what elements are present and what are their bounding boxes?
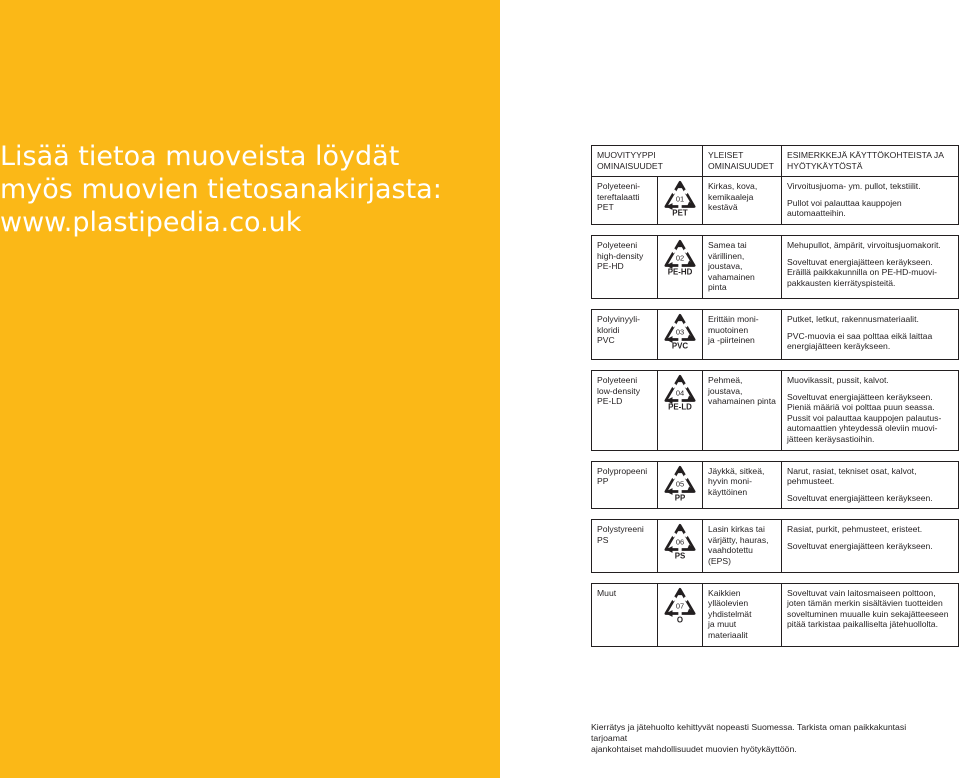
row-spacer: [592, 298, 959, 309]
usage-paragraph: Muovikassit, pussit, kalvot.: [787, 374, 889, 385]
footer-note: Kierrätys ja jätehuolto kehittyvät nopeasti Suomessa. Tarkista oman paikkakuntasi tarjoamat ajankohtaiset mahdollisuudet muovien hyötykäyttöön.: [591, 722, 907, 754]
recycling-code-cell: [658, 309, 703, 359]
general-properties-cell: Jäykkä, sitkeä, hyvin moni- käyttöinen: [703, 461, 782, 509]
recycling-code-cell: [658, 520, 703, 572]
header-plastic-type: MUOVITYYPPI OMINAISUUDET: [592, 146, 703, 177]
usage-paragraph: Soveltuvat energiajätteen keräykseen.: [787, 540, 933, 551]
recycling-code-cell: [658, 461, 703, 509]
row-spacer: [592, 509, 959, 520]
table-row: [592, 309, 959, 359]
recycle-number: 02: [675, 253, 685, 263]
recycle-07-o-icon: [660, 586, 700, 626]
table-header-row: [592, 146, 959, 177]
usage-examples-cell: [782, 520, 959, 572]
usage-paragraph: Mehupullot, ämpärit, virvoitusjuomakorit.: [787, 239, 941, 250]
table-row: [592, 177, 959, 225]
recycle-number: 01: [675, 194, 685, 204]
recycle-number: 05: [675, 479, 685, 488]
table-row: [592, 461, 959, 509]
usage-paragraph: PVC-muovia ei saa polttaa eikä laittaa energiajätteen keräykseen.: [787, 330, 933, 352]
resin-code: PVC: [671, 341, 689, 351]
promo-line-2: myös muovien tietosanakirjasta:: [0, 174, 442, 205]
plastipedia-url[interactable]: www.plastipedia.co.uk: [0, 207, 302, 238]
usage-paragraph: Soveltuvat vain laitosmaiseen polttoon, joten tämän merkin sisältävien tuotteiden soveltuminen muualle kuin sekajätteeseen pitää tarkistaa paikalliselta jätehuollolta.: [787, 587, 949, 630]
general-properties-cell: Pehmeä, joustava, vahamainen pinta: [703, 370, 782, 450]
header-general-properties: YLEISET OMINAISUUDET: [703, 146, 782, 177]
usage-paragraph: Soveltuvat energiajätteen keräykseen. Pieniä määriä voi polttaa puun seassa. Pussit voi palauttaa kauppojen palautus- automaattien yhteydessä oleviin muovi- jätteen keräysastioihin.: [787, 391, 942, 444]
promo-line-1: Lisää tietoa muoveista löydät: [0, 141, 400, 172]
table-row: [592, 520, 959, 572]
general-properties-cell: Kaikkien ylläolevien yhdistelmät ja muut materiaalit: [703, 583, 782, 646]
usage-examples-cell: [782, 177, 959, 225]
recycle-number: 07: [675, 601, 685, 611]
plastic-type-cell: Polyeteeni high-density PE-HD: [592, 235, 658, 298]
recycle-04-pe-ld-icon: [660, 373, 700, 413]
recycle-03-pvc-icon: [660, 312, 700, 352]
resin-code: PS: [674, 551, 686, 561]
plastipedia-promo: [0, 140, 495, 239]
general-properties-cell: Samea tai värillinen, joustava, vahamainen pinta: [703, 235, 782, 298]
recycle-number: 04: [675, 388, 685, 398]
row-spacer: [592, 224, 959, 235]
plastic-type-cell: Polystyreeni PS: [592, 520, 658, 572]
resin-code: PET: [672, 208, 688, 218]
recycle-06-ps-icon: [660, 522, 700, 562]
recycling-code-cell: [658, 235, 703, 298]
recycle-05-pp-icon: [660, 464, 700, 504]
recycling-code-cell: [658, 370, 703, 450]
table-row: [592, 235, 959, 298]
row-spacer: [592, 572, 959, 583]
usage-paragraph: Soveltuvat energiajätteen keräykseen. Eräillä paikkakunnilla on PE-HD-muovi- pakkausten kierrätyspisteitä.: [787, 256, 937, 288]
recycle-number: 03: [675, 327, 685, 337]
usage-examples-cell: [782, 461, 959, 509]
usage-paragraph: Rasiat, purkit, pehmusteet, eristeet.: [787, 524, 923, 535]
resin-code: PE-HD: [667, 267, 693, 277]
usage-examples-cell: [782, 583, 959, 646]
plastic-type-cell: Polyeteeni- tereftalaatti PET: [592, 177, 658, 225]
plastic-type-cell: Polyvinyyli- kloridi PVC: [592, 309, 658, 359]
plastic-type-cell: Polyeteeni low-density PE-LD: [592, 370, 658, 450]
general-properties-cell: Erittäin moni- muotoinen ja -piirteinen: [703, 309, 782, 359]
usage-paragraph: Soveltuvat energiajätteen keräykseen.: [787, 492, 933, 503]
plastic-types-table: [591, 145, 959, 647]
usage-examples-cell: [782, 235, 959, 298]
row-spacer: [592, 359, 959, 370]
header-usage-examples: ESIMERKKEJÄ KÄYTTÖKOHTEISTA JA HYÖTYKÄYTÖSTÄ: [782, 146, 959, 177]
general-properties-cell: Kirkas, kova, kemikaaleja kestävä: [703, 177, 782, 225]
recycle-number: 06: [675, 537, 685, 547]
usage-paragraph: Narut, rasiat, tekniset osat, kalvot, pehmusteet.: [787, 465, 917, 487]
recycle-02-pe-hd-icon: [660, 238, 700, 278]
recycling-code-cell: [658, 177, 703, 225]
plastic-type-cell: Polypropeeni PP: [592, 461, 658, 509]
usage-paragraph: Pullot voi palauttaa kauppojen automaatteihin.: [787, 197, 902, 219]
resin-code: PE-LD: [668, 402, 692, 412]
row-spacer: [592, 450, 959, 461]
table-row: [592, 583, 959, 646]
table-row: [592, 370, 959, 450]
plastic-type-cell: Muut: [592, 583, 658, 646]
resin-code: PP: [674, 493, 686, 503]
general-properties-cell: Lasin kirkas tai värjätty, hauras, vaahdotettu (EPS): [703, 520, 782, 572]
usage-examples-cell: [782, 309, 959, 359]
usage-paragraph: Virvoitusjuoma- ym. pullot, tekstiilit.: [787, 181, 921, 192]
usage-examples-cell: [782, 370, 959, 450]
recycle-01-pet-icon: [660, 179, 700, 219]
usage-paragraph: Putket, letkut, rakennusmateriaalit.: [787, 313, 919, 324]
resin-code: O: [676, 615, 684, 625]
recycling-code-cell: [658, 583, 703, 646]
